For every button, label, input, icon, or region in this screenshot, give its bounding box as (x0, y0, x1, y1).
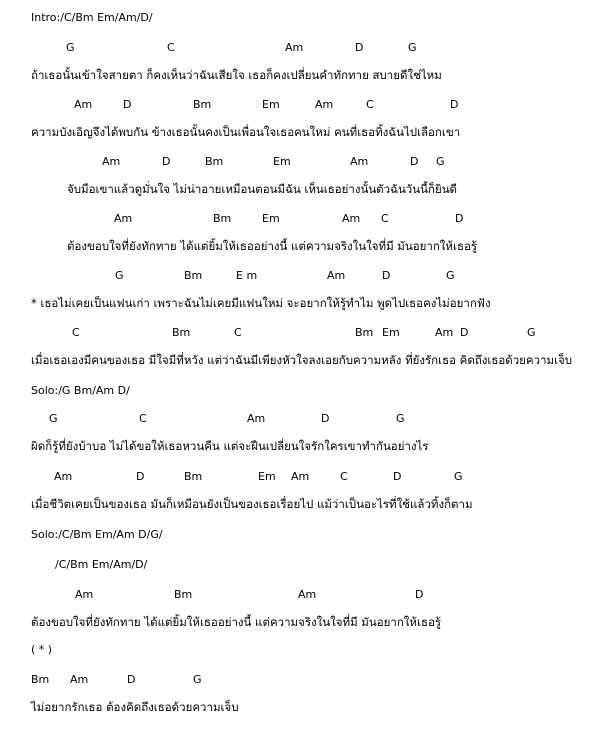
chord-name: D (127, 673, 136, 686)
chord-name: D (460, 326, 469, 339)
chord-name: Bm (205, 155, 224, 168)
chord-name: Em (273, 155, 291, 168)
chord-name: Am (285, 41, 304, 54)
chord-name: Em (262, 98, 280, 111)
chord-name: D (382, 269, 391, 282)
chord-name: Am (342, 212, 361, 225)
section-label: ( * ) (31, 643, 53, 656)
chord-name: C (139, 412, 147, 425)
chord-line (0, 211, 600, 227)
chord-name: Bm (193, 98, 212, 111)
chord-name: Bm (174, 588, 193, 601)
chord-name: Am (327, 269, 346, 282)
chord-name: D (123, 98, 132, 111)
chord-name: G (527, 326, 536, 339)
chord-line (0, 672, 600, 688)
chord-name: Am (102, 155, 121, 168)
chord-line (0, 154, 600, 170)
chord-name: Am (70, 673, 89, 686)
chord-name: D (162, 155, 171, 168)
lyric-line: ผิดก็รู้ที่ยังบ้าบอ ไม่ได้ขอให้เธอหวนคืน แต่จะฝืนเปลี่ยนใจรักใครเขาทำกันอย่างไร (31, 439, 429, 453)
chord-name: Bm (213, 212, 232, 225)
chord-name: G (454, 470, 463, 483)
chord-name: D (321, 412, 330, 425)
chord-name: C (381, 212, 389, 225)
chord-name: C (366, 98, 374, 111)
chord-name: D (393, 470, 402, 483)
chord-name: C (72, 326, 80, 339)
chord-name: Bm (172, 326, 191, 339)
chord-name: Am (315, 98, 334, 111)
chord-name: G (66, 41, 75, 54)
chord-line (0, 268, 600, 284)
lyric-line: เมื่อเธอเองมีคนของเธอ มีใจมีที่หวัง แต่ว่าฉันมีเพียงหัวใจลงเอยกับความหลัง ที่ยังรักเธอ คิดถึงเธอด้วยความเจ็บ (31, 353, 573, 367)
chord-line (0, 97, 600, 113)
chord-name: Am (54, 470, 73, 483)
chord-name: G (408, 41, 417, 54)
chord-line (0, 325, 600, 341)
chord-name: G (446, 269, 455, 282)
chord-name: Am (247, 412, 266, 425)
chord-name: Am (291, 470, 310, 483)
chord-name: Em (382, 326, 400, 339)
chord-line (0, 469, 600, 485)
chord-name: C (234, 326, 242, 339)
lyric-line: ความบังเอิญจึงได้พบกัน ข้างเธอนั้นคงเป็นเพื่อนใจเธอคนใหม่ คนที่เธอทิ้งฉันไปเลือกเขา (31, 125, 461, 139)
chord-name: Bm (355, 326, 374, 339)
lyric-line: ถ้าเธอนั้นเข้าใจสายตา ก็คงเห็นว่าฉันเสียใจ เธอก็คงเปลี่ยนคำทักทาย สบายดีใช่ไหม (31, 68, 442, 82)
chord-name: Em (258, 470, 276, 483)
chord-name: D (455, 212, 464, 225)
lyric-line: จับมือเขาแล้วดูมั่นใจ ไม่น่าอายเหมือนตอนมีฉัน เห็นเธอย่างนั้นตัวฉันวันนี้ก็ยินดี (67, 182, 458, 196)
chord-name: Am (298, 588, 317, 601)
chord-name: Am (350, 155, 369, 168)
chord-name: Am (74, 98, 93, 111)
lyric-line: ต้องขอบใจที่ยังทักทาย ได้แต่ยิ้มให้เธออย่างนี้ แต่ความจริงในใจที่มี มันอยากให้เธอรู้ (67, 239, 478, 253)
chord-name: G (396, 412, 405, 425)
chord-name: Bm (184, 470, 203, 483)
chord-line (0, 587, 600, 603)
chord-name: Am (114, 212, 133, 225)
chord-name: Am (75, 588, 94, 601)
lyric-line: เมื่อชีวิตเคยเป็นของเธอ มันก็เหมือนยังเป็นของเธอเรื่อยไป แม้ว่าเป็นอะไรที่ใช้แล้วทิ้งก็ตาม (31, 497, 473, 511)
lyric-line: ต้องขอบใจที่ยังทักทาย ได้แต่ยิ้มให้เธออย่างนี้ แต่ความจริงในใจที่มี มันอยากให้เธอรู้ (31, 615, 442, 629)
chord-name: Em (262, 212, 280, 225)
chord-name: D (410, 155, 419, 168)
chord-line (0, 40, 600, 56)
section-label: Solo:/G Bm/Am D/ (31, 384, 130, 397)
chord-name: Bm (184, 269, 203, 282)
chord-name: G (193, 673, 202, 686)
chord-name: D (355, 41, 364, 54)
chord-name: C (167, 41, 175, 54)
chord-name: Am (435, 326, 454, 339)
chord-name: C (340, 470, 348, 483)
chord-name: G (115, 269, 124, 282)
lyric-line: ไม่อยากรักเธอ ต้องคิดถึงเธอด้วยความเจ็บ (31, 700, 239, 714)
section-label: /C/Bm Em/Am/D/ (55, 558, 148, 571)
chord-name: D (450, 98, 459, 111)
chord-name: G (49, 412, 58, 425)
lyric-line: * เธอไม่เคยเป็นแฟนเก่า เพราะฉันไม่เคยมีแฟนใหม่ จะอยากให้รู้ทำไม พูดไปเธอคงไม่อยากฟัง (31, 296, 491, 310)
section-label: Intro:/C/Bm Em/Am/D/ (31, 11, 153, 24)
chord-name: D (136, 470, 145, 483)
chord-name: G (436, 155, 445, 168)
chord-name: E m (236, 269, 258, 282)
chord-name: Bm (31, 673, 50, 686)
chord-name: D (415, 588, 424, 601)
section-label: Solo:/C/Bm Em/Am D/G/ (31, 528, 163, 541)
chord-line (0, 411, 600, 427)
